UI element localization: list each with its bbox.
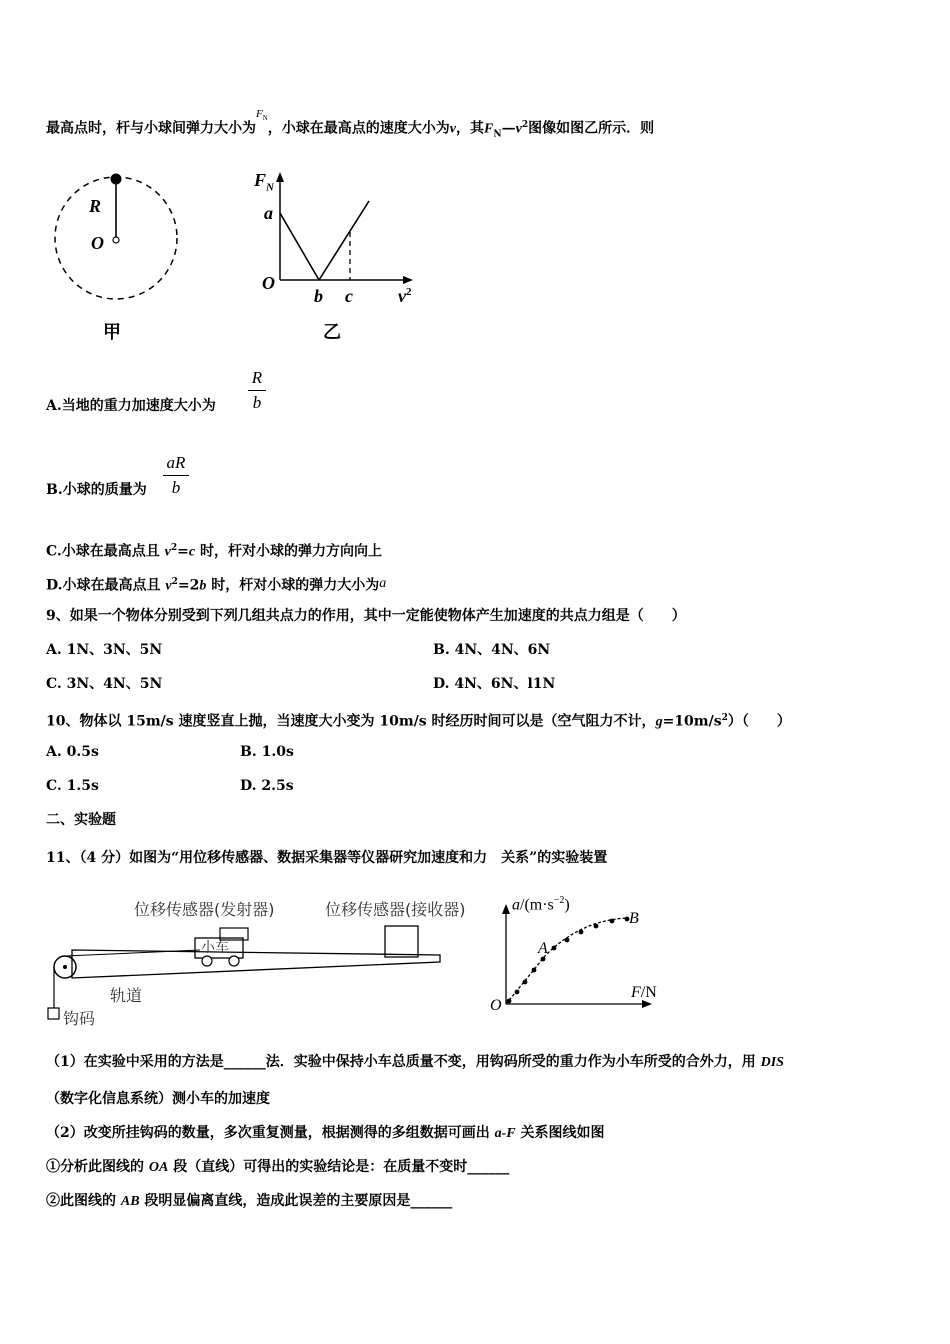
q11-stem: 11、（4 分）如图为“用位移传感器、数据采集器等仪器研究加速度和力 关系”的实验装置 — [46, 850, 608, 866]
q9-option-c: C. 3N、4N、5N — [46, 676, 163, 692]
intro-v: v — [449, 121, 457, 137]
graph-origin: O — [490, 997, 502, 1014]
q9-stem: 9、如果一个物体分别受到下列几组共点力的作用，其中一定能使物体产生加速度的共点力组是（ ） — [46, 608, 686, 624]
option-b: B.小球的质量为 — [46, 482, 147, 498]
figure-yi-graph — [270, 170, 420, 290]
fraction-denominator: b — [171, 478, 181, 497]
graph-x-label: F/N — [631, 984, 657, 1001]
fraction-numerator: R — [251, 368, 263, 387]
data-point — [515, 990, 520, 995]
apparatus-diagram — [40, 920, 450, 1030]
q10-option-b: B. 1.0s — [240, 744, 294, 760]
receiver-box — [385, 926, 418, 957]
label-emitter: 位移传感器(发射器) — [134, 900, 275, 919]
option-c: C.小球在最高点且 $v^2=c$ 时，杆对小球的弹力方向向上 — [46, 543, 382, 560]
option-a: A.当地的重力加速度大小为 — [46, 398, 216, 414]
intro-text-4: 图像如图乙所示．则 — [528, 120, 655, 137]
data-point — [552, 946, 557, 951]
fn-symbol: FN — [256, 107, 268, 122]
q9-option-b: B. 4N、4N、6N — [433, 642, 551, 658]
label-O-jia: O — [91, 233, 104, 253]
pulley-axle — [63, 965, 67, 969]
graph-data-points — [507, 917, 630, 1004]
q11-part2: （2）改变所挂钩码的数量，多次重复测量，根据测得的多组数据可画出 a-F 关系图线如图 — [46, 1125, 605, 1141]
data-point — [579, 930, 584, 935]
q11-part3: ①分析此图线的 OA 段（直线）可得出的实验结论是：在质量不变时______ — [46, 1159, 510, 1175]
ball — [111, 174, 122, 185]
line-segment-1 — [280, 213, 319, 280]
intro-text-3: ，其 — [456, 120, 485, 137]
option-d: D.小球在最高点且 $v^2=2b$ 时，杆对小球的弹力大小为a — [46, 575, 387, 594]
label-c: c — [345, 286, 353, 306]
data-point — [610, 919, 615, 924]
q11-part1: （1）在实验中采用的方法是______法．实验中保持小车总质量不变，用钩码所受的重力作为小车所受的合外力，用 DIS — [46, 1054, 784, 1070]
label-track: 轨道 — [110, 986, 143, 1005]
graph-y-arrow — [502, 904, 510, 914]
cart-wheel-right — [229, 956, 239, 966]
q10-option-c: C. 1.5s — [46, 778, 99, 794]
intro-text-2: ，小球在最高点的速度大小为 — [267, 120, 450, 137]
label-v2: $v^2$ — [398, 286, 412, 306]
pivot — [113, 237, 119, 243]
label-hook: 钩码 — [63, 1009, 96, 1028]
section-heading: 二、实验题 — [46, 812, 116, 828]
label-R: R — [89, 196, 102, 216]
data-point — [523, 980, 528, 985]
intro-text-1: 最高点时，杆与小球间弹力大小为 — [46, 120, 256, 137]
fraction-numerator: aR — [166, 453, 186, 472]
label-O-yi: O — [262, 273, 275, 293]
graph-point-B: B — [629, 910, 639, 927]
intro-fn-sub: N — [493, 129, 502, 140]
q10-option-d: D. 2.5s — [240, 778, 294, 794]
label-cart: 小车 — [201, 940, 229, 956]
intro-dash: — — [501, 120, 516, 137]
figure-jia-diagram — [50, 170, 185, 305]
fraction-R-over-b — [248, 368, 266, 413]
data-point — [565, 938, 570, 943]
label-FN: $F_N$ — [254, 170, 274, 194]
x-axis-arrow — [403, 276, 413, 284]
q10-stem: 10、物体以 15m/s 速度竖直上抛，当速度大小变为 10m/s 时经历时间可以是（空气阻力不计，$g=10m/s^2$）（ ） — [46, 713, 791, 730]
caption-yi: 乙 — [323, 322, 341, 343]
y-axis-arrow — [276, 172, 284, 182]
line-segment-2 — [319, 201, 369, 280]
q11-part4: ②此图线的 AB 段明显偏离直线，造成此误差的主要原因是______ — [46, 1193, 453, 1209]
intro-fn: F — [484, 121, 494, 137]
caption-jia: 甲 — [103, 322, 121, 343]
data-point — [594, 924, 599, 929]
data-point — [507, 999, 512, 1004]
label-receiver: 位移传感器(接收器) — [325, 900, 466, 919]
fraction-aR-over-b — [163, 453, 189, 498]
data-point — [532, 968, 537, 973]
label-a: a — [264, 203, 273, 223]
q9-option-a: A. 1N、3N、5N — [46, 642, 163, 658]
q10-option-a: A. 0.5s — [46, 744, 99, 760]
q11-part1-cont: （数字化信息系统）测小车的加速度 — [46, 1091, 270, 1107]
intro-v2: v — [515, 121, 522, 137]
graph-y-label: $a/(m\cdot s^{-2})$ — [512, 895, 570, 914]
label-b: b — [314, 286, 323, 306]
hook-weight — [48, 1008, 59, 1019]
cart-wheel-left — [202, 956, 212, 966]
intro-sup: 2 — [521, 120, 529, 130]
q9-option-d: D. 4N、6N、l1N — [433, 676, 556, 692]
graph-point-A: A — [538, 940, 548, 957]
intro-line — [46, 107, 655, 144]
fraction-denominator: b — [252, 393, 262, 412]
graph-curve — [506, 918, 628, 1004]
